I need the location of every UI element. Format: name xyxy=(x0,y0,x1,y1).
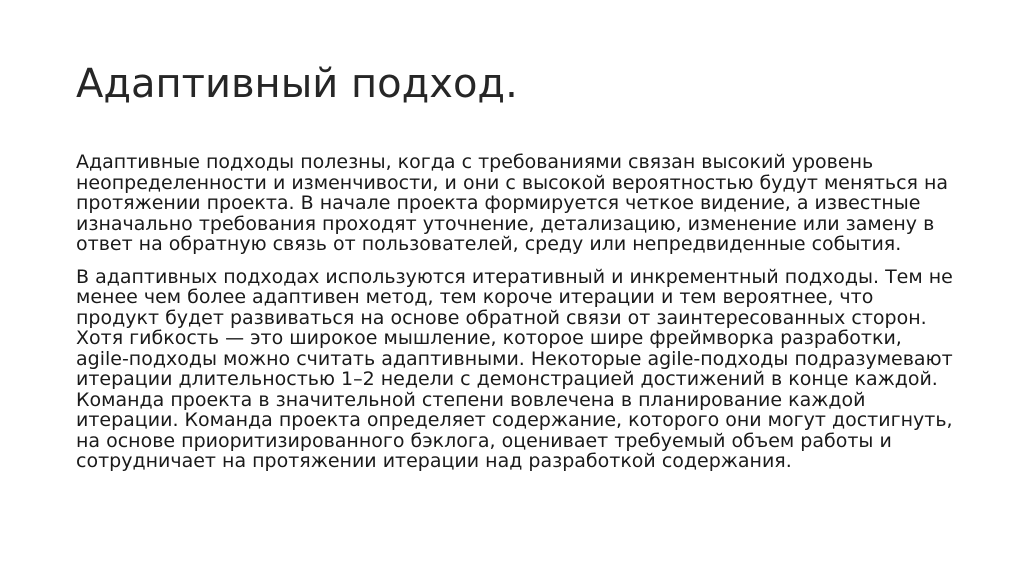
paragraph-2: В адаптивных подходах используются итеративный и инкрементный подходы. Тем не менее чем более адаптивен метод, тем короче итерации и тем вероятнее, что продукт будет развиваться на основе обратной связи от заинтересованных сторон. Хотя гибкость — это широкое мышление, которое шире фреймворка разработки, agile-подходы можно считать адаптивными. Некоторые agile-подходы подразумевают итерации длительностью 1–2 недели с демонстрацией достижений в конце каждой. Команда проекта в значительной степени вовлечена в планирование каждой итерации. Команда проекта определяет содержание, которого они могут достигнуть, на основе приоритизированного бэклога, оценивает требуемый объем работы и сотрудничает на протяжении итерации над разработкой содержания. xyxy=(76,265,953,472)
slide-title: Адаптивный подход. xyxy=(76,61,518,107)
paragraph-1: Адаптивные подходы полезны, когда с требованиями связан высокий уровень неопределенности и изменчивости, и они с высокой вероятностью будут меняться на протяжении проекта. В начале проекта формируется четкое видение, а известные изначально требования проходят уточнение, детализацию, изменение или замену в ответ на обратную связь от пользователей, среду или непредвиденные события. xyxy=(76,151,949,255)
slide-body xyxy=(76,152,956,484)
